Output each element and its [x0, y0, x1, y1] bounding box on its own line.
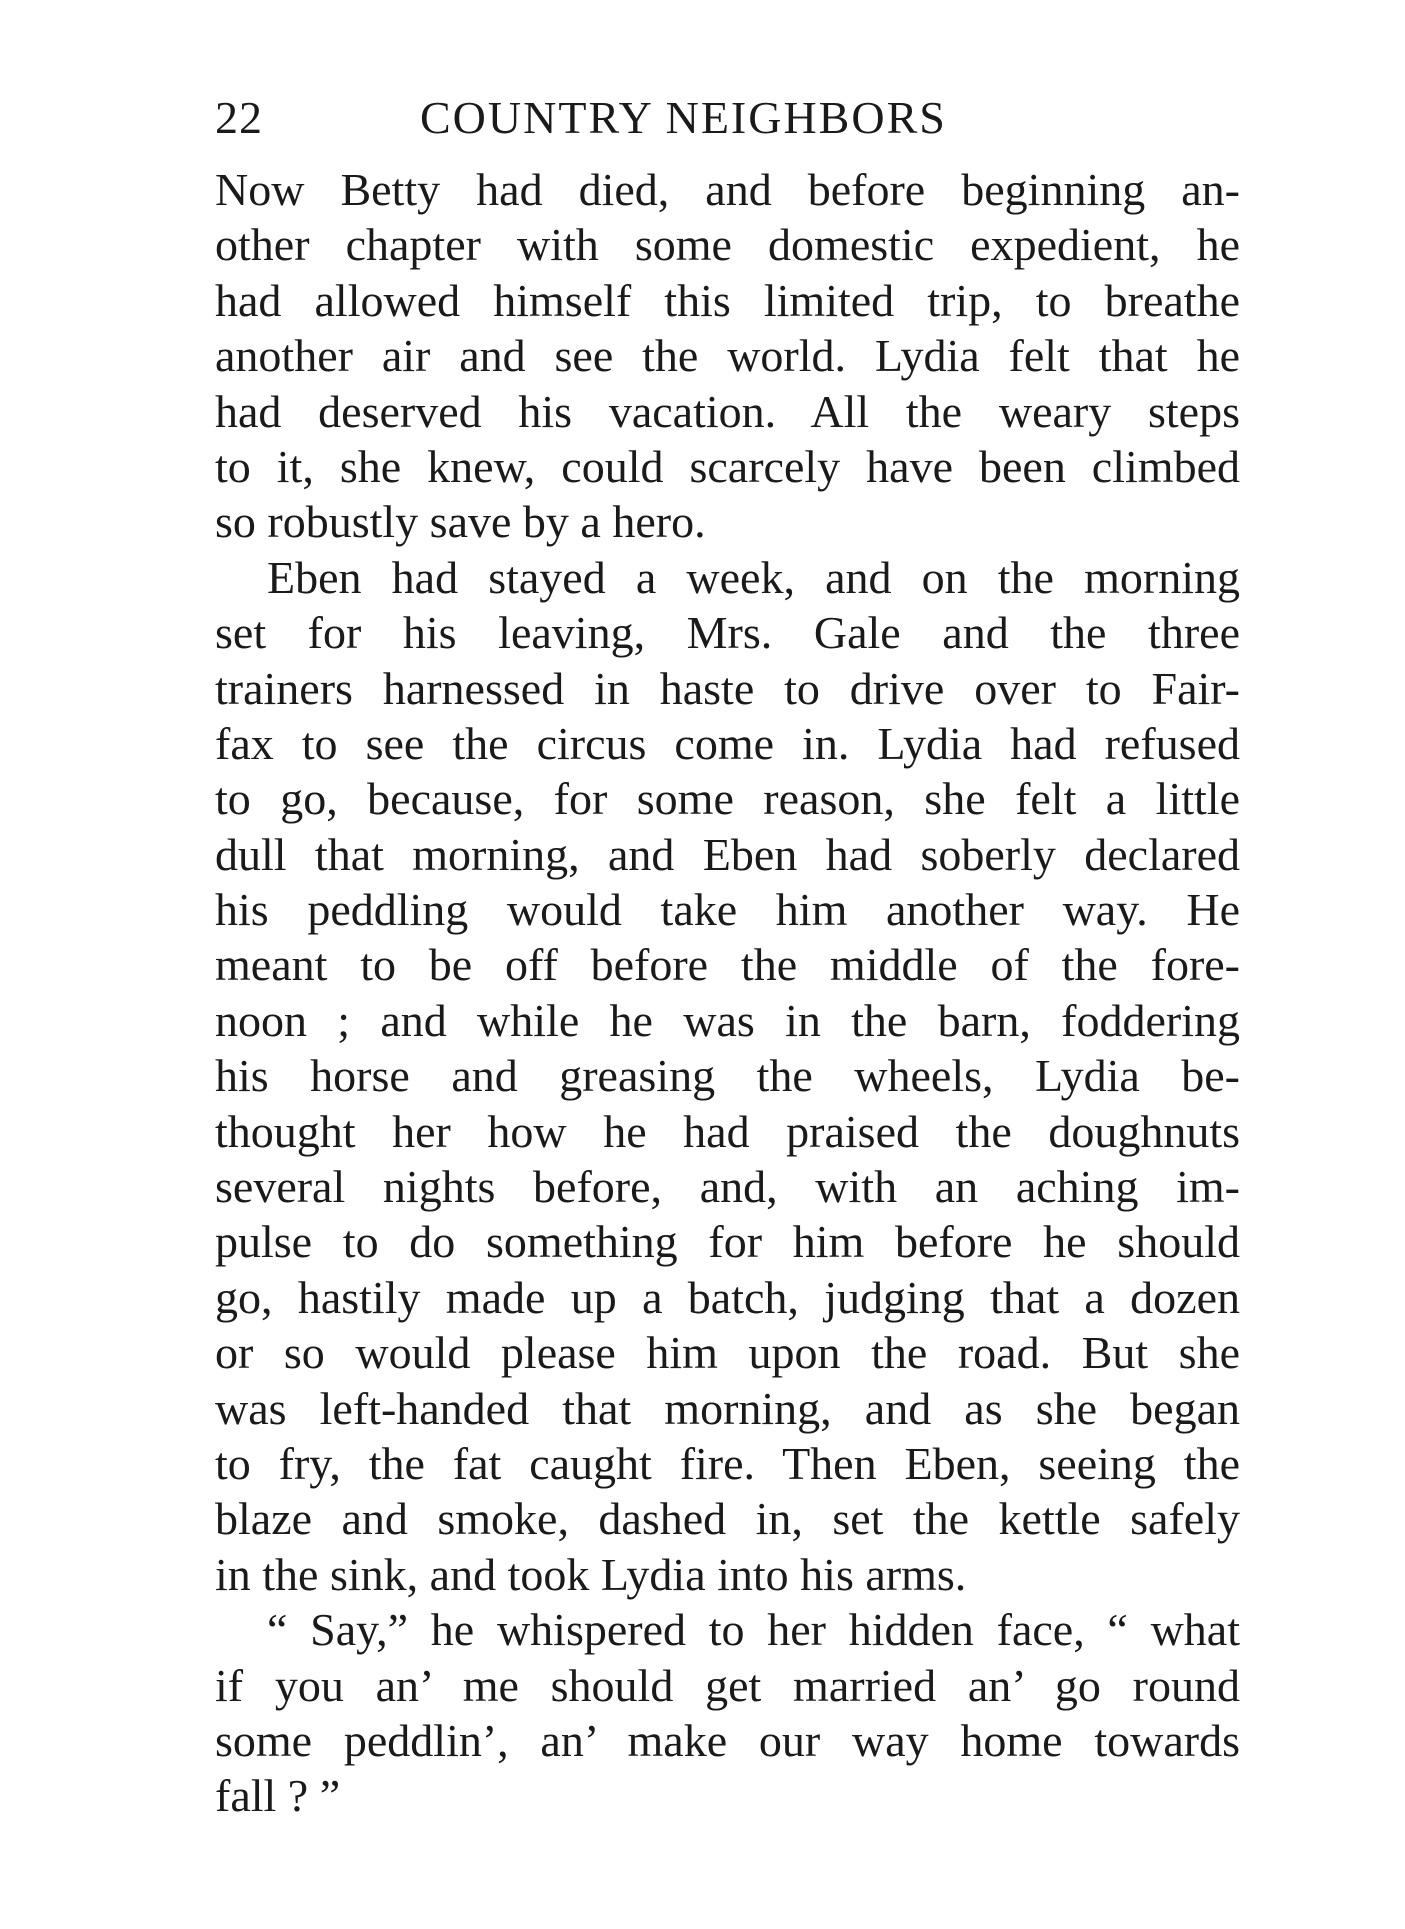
page-number: 22 — [215, 92, 263, 143]
text-line: thought her how he had praised the doughnuts — [215, 1105, 1240, 1157]
text-line: had deserved his vacation. All the weary steps — [215, 385, 1240, 437]
text-line: pulse to do something for him before he should — [215, 1216, 1240, 1268]
text-line: blaze and smoke, dashed in, set the kettle safely — [215, 1493, 1240, 1545]
text-line: to go, because, for some reason, she felt a little — [215, 773, 1240, 825]
text-line: fall ? ” — [215, 1770, 341, 1822]
text-line: to it, she knew, could scarcely have been climbed — [215, 440, 1240, 492]
text-line: meant to be off before the middle of the fore- — [215, 939, 1240, 991]
text-line: so robustly save by a hero. — [215, 496, 706, 548]
text-line: if you an’ me should get married an’ go round — [215, 1659, 1240, 1711]
text-line: some peddlin’, an’ make our way home towards — [215, 1714, 1240, 1766]
text-line: fax to see the circus come in. Lydia had refused — [215, 717, 1240, 769]
text-line: “ Say,” he whispered to her hidden face, “ what — [267, 1604, 1240, 1656]
text-line: Eben had stayed a week, and on the morning — [267, 551, 1240, 603]
text-line: had allowed himself this limited trip, to breathe — [215, 274, 1240, 326]
text-line: set for his leaving, Mrs. Gale and the three — [215, 607, 1240, 659]
text-line: to fry, the fat caught fire. Then Eben, seeing the — [215, 1437, 1240, 1489]
text-line: noon ; and while he was in the barn, foddering — [215, 994, 1240, 1046]
page-header — [215, 88, 1255, 148]
text-line: several nights before, and, with an aching im- — [215, 1161, 1240, 1213]
body-text — [215, 162, 1240, 1824]
text-line: Now Betty had died, and before beginning an- — [215, 164, 1240, 215]
text-line: his horse and greasing the wheels, Lydia be- — [215, 1050, 1240, 1102]
running-title: COUNTRY NEIGHBORS — [420, 92, 947, 143]
text-line: was left-handed that morning, and as she began — [215, 1382, 1240, 1434]
text-line: in the sink, and took Lydia into his arms. — [215, 1548, 967, 1600]
text-line: or so would please him upon the road. But she — [215, 1327, 1240, 1379]
text-line: dull that morning, and Eben had soberly declared — [215, 828, 1240, 880]
text-line: trainers harnessed in haste to drive over to Fair- — [215, 662, 1240, 714]
text-line: go, hastily made up a batch, judging that a dozen — [215, 1271, 1240, 1323]
text-line: his peddling would take him another way. He — [215, 884, 1240, 936]
text-line: other chapter with some domestic expedient, he — [215, 219, 1240, 271]
text-line: another air and see the world. Lydia felt that he — [215, 330, 1240, 382]
